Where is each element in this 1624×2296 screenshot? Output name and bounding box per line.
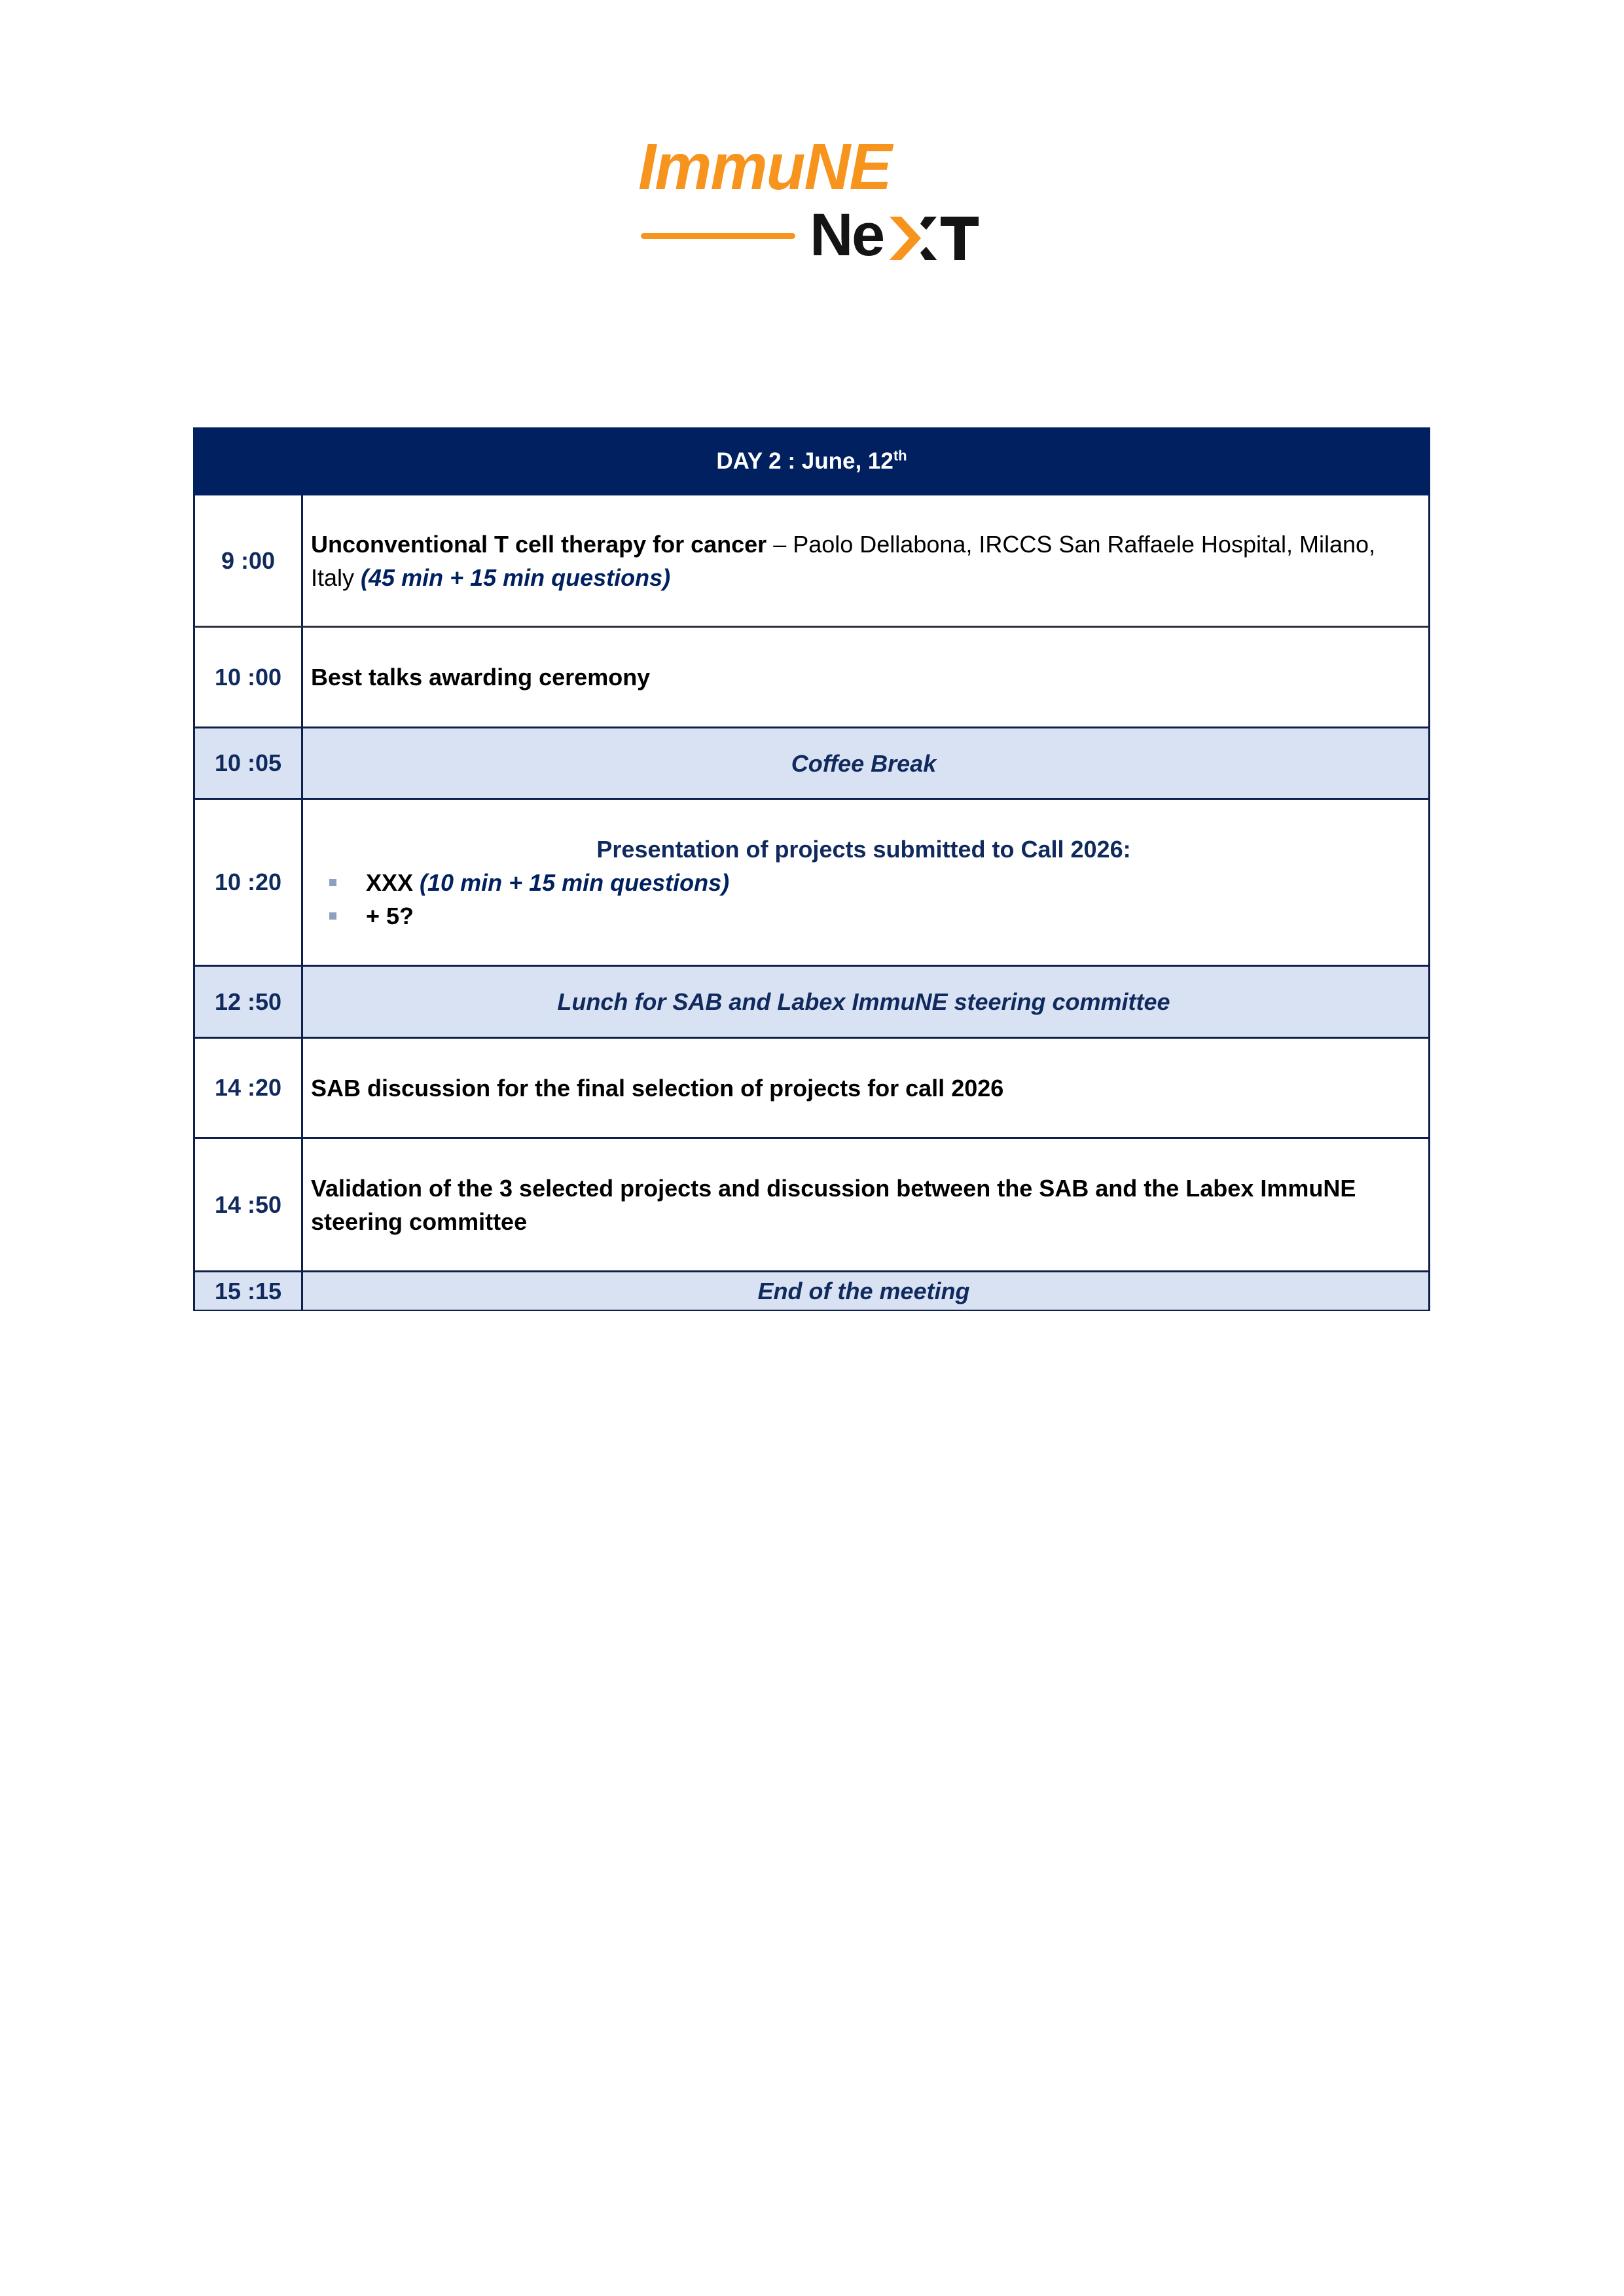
row-content [303,628,1428,726]
row-time: 9 :00 [195,495,303,626]
session-title: SAB discussion for the final selection of projects for call 2026 [311,1074,1004,1102]
schedule-row-presentations [193,800,1430,967]
presentation-item [329,866,1416,899]
bullet-square-icon [329,879,336,886]
schedule-row-1000 [193,628,1430,728]
immune-next-logo [638,130,992,268]
row-time: 14 :50 [195,1139,303,1270]
row-time: 15 :15 [195,1272,303,1310]
talk-speaker: – Paolo Dellabona, IRCCS San Raffaele Hospital, Milano, Italy [311,530,1376,591]
logo-next-n: N [810,202,854,268]
schedule-row-coffee-break [193,728,1430,800]
logo-orange-line [641,233,795,239]
bullet-square-icon [329,912,336,920]
row-time: 10 :00 [195,628,303,726]
logo-next-x-icon [887,217,945,260]
row-time: 10 :20 [195,800,303,965]
row-time: 12 :50 [195,967,303,1037]
row-content [303,967,1428,1037]
presentation-item-note: (10 min + 15 min questions) [413,869,730,896]
break-title: Coffee Break [791,749,937,777]
presentation-title: Presentation of projects submitted to Call 2026: [596,835,1131,863]
row-content [303,495,1428,626]
day-header [193,427,1430,495]
schedule-row-0900 [193,495,1430,628]
row-content [303,1139,1428,1270]
logo-immune-text: ImmuNE [638,130,891,204]
row-content [303,728,1428,798]
schedule-row-sab-discussion [193,1039,1430,1139]
session-title: Validation of the 3 selected projects and discussion between the SAB and the Labex ImmuNE steering committee [311,1174,1356,1235]
day-header-superscript: th [893,447,907,464]
break-title: Lunch for SAB and Labex ImmuNE steering committee [557,988,1170,1015]
break-title: End of the meeting [757,1278,970,1304]
row-time: 14 :20 [195,1039,303,1137]
row-time: 10 :05 [195,728,303,798]
talk-duration-note: (45 min + 15 min questions) [361,564,671,591]
row-content [303,1039,1428,1137]
row-content [303,800,1428,965]
logo-next-e: e [852,202,886,268]
presentation-list [311,866,1416,933]
presentation-item-label: + 5? [366,902,414,929]
logo-next-t-icon [941,217,980,260]
schedule-row-lunch [193,967,1430,1039]
schedule-row-end [193,1272,1430,1311]
talk-title: Unconventional T cell therapy for cancer [311,530,767,558]
presentation-item [329,899,1416,933]
row-content [303,1272,1428,1310]
schedule-row-validation [193,1139,1430,1272]
presentation-item-label: XXX [366,869,414,896]
session-title: Best talks awarding ceremony [311,664,651,691]
day-header-title: DAY 2 : June, 12 [716,448,893,474]
